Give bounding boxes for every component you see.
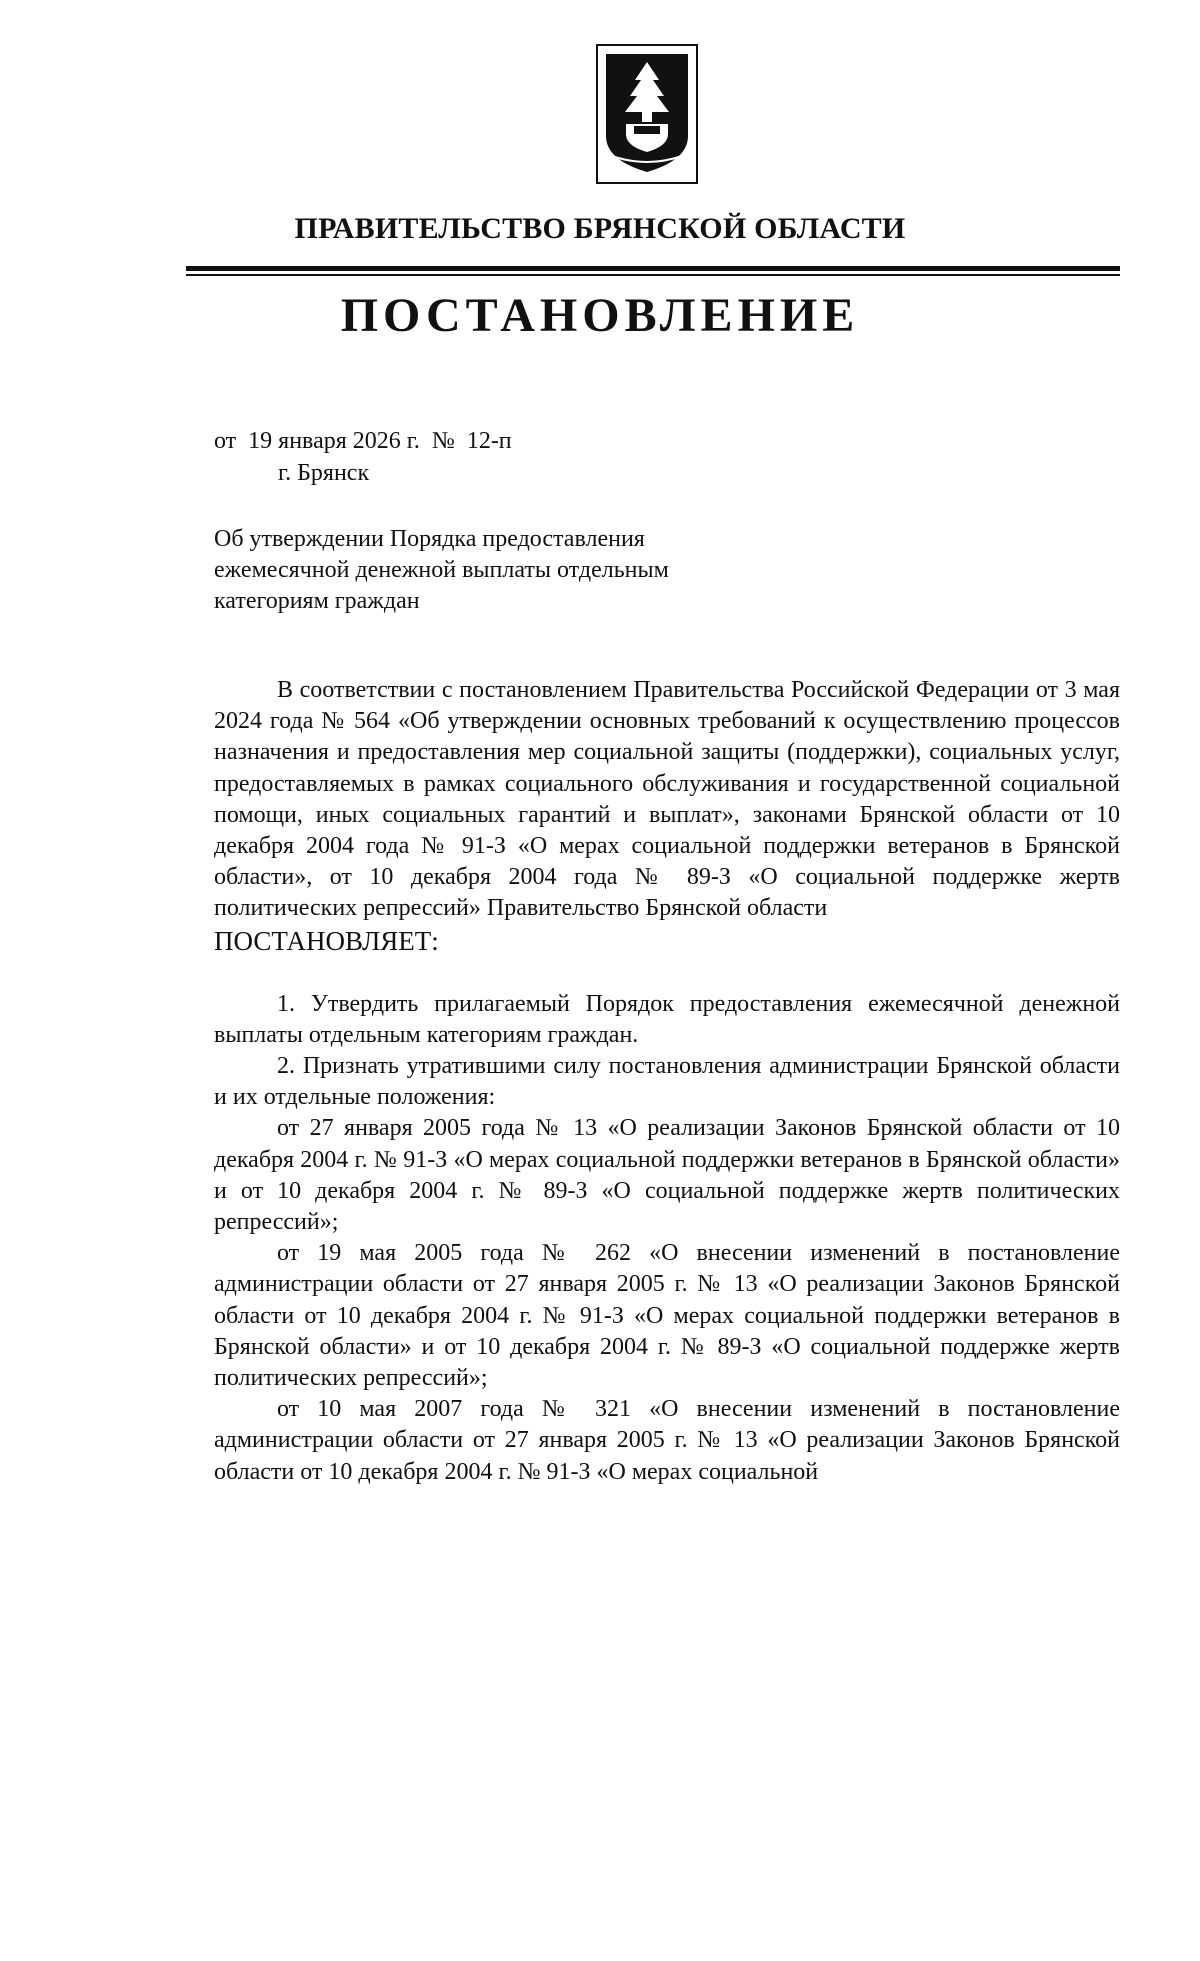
document-date: 19 января 2026 г. [248, 428, 420, 454]
decree-word: ПОСТАНОВЛЯЕТ: [214, 925, 439, 956]
header-rule-thin [186, 274, 1120, 276]
item-paragraph: 2. Признать утратившими силу постановления администрации Брянской области и их отдельные положения: [214, 1053, 1120, 1111]
item-paragraph: 1. Утвердить прилагаемый Порядок предоставления ежемесячной денежной выплаты отдельным категориям граждан. [214, 990, 1120, 1048]
repealed-act-paragraph: от 27 января 2005 года № 13 «О реализации Законов Брянской области от 10 декабря 2004 г. № 91-З «О мерах социальной поддержки ветеранов в Брянской области» и от 10 декабря 2004 г. № 89-З «О социальной поддержке жертв политических репрессий»; [214, 1115, 1120, 1236]
bryansk-coat-of-arms-emblem [596, 44, 698, 184]
preamble-paragraph: В соответствии с постановлением Правительства Российской Федерации от 3 мая 2024 года № 564 «Об утверждении основных требований к осуществлению процессов назначения и предоставления мер социальной защиты (поддержки), социальных услуг, предоставляемых в рамках социального обслуживания и государственной социальной помощи, иных социальных гарантий и выплат», законами Брянской области от 10 декабря 2004 года № 91-З «О мерах социальной поддержки ветеранов в Брянской области», от 10 декабря 2004 года № 89-З «О социальной поддержке жертв политических репрессий» Правительство Брянской области [214, 677, 1120, 922]
document-body [214, 675, 1120, 1488]
document-city: г. Брянск [278, 460, 370, 486]
subject-line: ежемесячной денежной выплаты отдельным [214, 557, 669, 583]
date-prefix: от [214, 428, 237, 454]
government-name: ПРАВИТЕЛЬСТВО БРЯНСКОЙ ОБЛАСТИ [294, 212, 906, 245]
date-number-line [214, 428, 512, 455]
subject-line: категориям граждан [214, 588, 420, 614]
header-rule-thick [186, 266, 1120, 271]
repealed-act-paragraph: от 10 мая 2007 года № 321 «О внесении изменений в постановление администрации области от 27 января 2005 г. № 13 «О реализации Законов Брянской области от 10 декабря 2004 г. № 91-З «О мерах социальной [214, 1396, 1120, 1485]
repealed-act-paragraph: от 19 мая 2005 года № 262 «О внесении изменений в постановление администрации области от 27 января 2005 г. № 13 «О реализации Законов Брянской области от 10 декабря 2004 г. № 91-З «О мерах социальной поддержки ветеранов в Брянской области» и от 10 декабря 2004 г. № 89-З «О социальной поддержке жертв политических репрессий»; [214, 1240, 1120, 1392]
subject-line: Об утверждении Порядка предоставления [214, 526, 645, 552]
number-label: № [431, 428, 455, 454]
document-number: 12-п [466, 428, 512, 454]
document-subject [214, 524, 669, 617]
document-type-title: ПОСТАНОВЛЕНИЕ [340, 289, 860, 342]
